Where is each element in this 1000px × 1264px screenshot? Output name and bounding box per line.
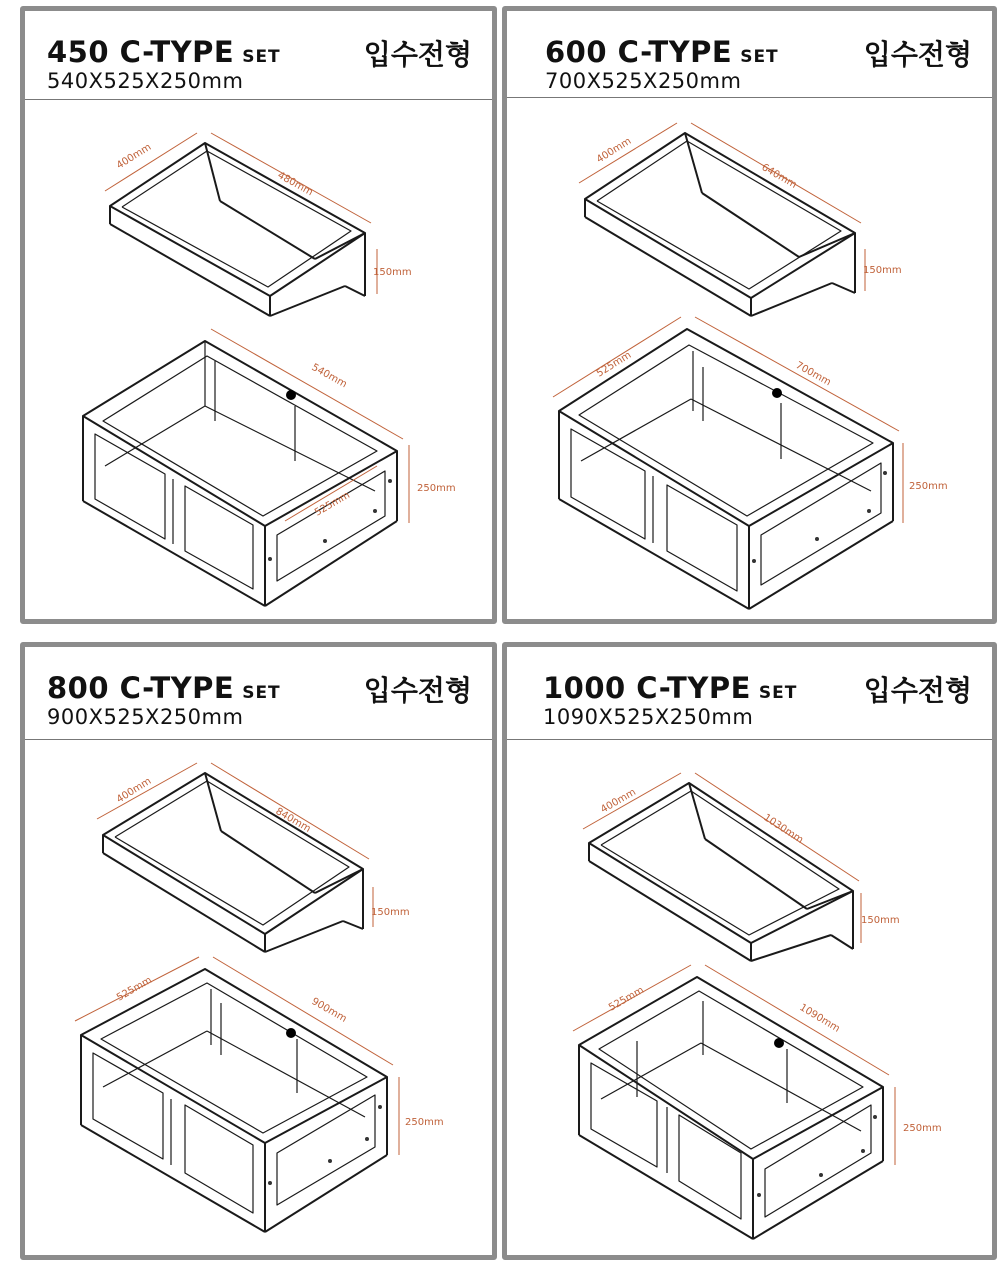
upper-length-label: 480mm — [275, 170, 315, 199]
lower-width-label: 525mm — [115, 974, 154, 1004]
product-drawing — [25, 647, 492, 1255]
product-drawing — [25, 11, 492, 619]
set-label: SET — [242, 683, 281, 703]
set-label: SET — [740, 47, 779, 67]
upper-width-label: 400mm — [599, 786, 638, 816]
type-label: 입수전형 — [363, 674, 472, 707]
lower-length-label: 900mm — [309, 996, 349, 1025]
lower-frame — [579, 977, 883, 1239]
type-label: 입수전형 — [863, 38, 972, 71]
upper-width-label: 400mm — [114, 775, 154, 806]
panel-450-c-type — [20, 6, 497, 624]
upper-height-label: 150mm — [371, 907, 410, 918]
type-label: 입수전형 — [863, 674, 972, 707]
model-name: 600 C-TYPE — [545, 35, 733, 69]
upper-height-label: 150mm — [373, 267, 412, 278]
upper-height-label: 150mm — [861, 915, 900, 926]
overall-dimensions: 540X525X250mm — [47, 69, 244, 93]
lower-height-label: 250mm — [417, 483, 456, 494]
product-drawing — [507, 11, 992, 619]
upper-width-label: 400mm — [594, 135, 634, 166]
upper-length-label: 640mm — [759, 162, 799, 191]
lower-dimension-lines — [211, 329, 409, 523]
lower-frame — [81, 969, 387, 1232]
set-label: SET — [758, 683, 798, 703]
upper-basin — [585, 133, 855, 316]
lower-frame — [83, 341, 397, 606]
model-name: 450 C-TYPE — [47, 35, 235, 69]
set-label: SET — [242, 47, 281, 67]
upper-basin — [110, 143, 365, 316]
model-name: 800 C-TYPE — [47, 671, 235, 705]
model-name: 1000 C-TYPE — [543, 671, 751, 705]
panel-1000-c-type — [502, 642, 997, 1260]
overall-dimensions: 900X525X250mm — [47, 705, 244, 729]
lower-height-label: 250mm — [903, 1123, 942, 1134]
type-label: 입수전형 — [363, 38, 472, 71]
upper-height-label: 150mm — [863, 265, 902, 276]
product-drawing — [507, 647, 992, 1255]
lower-length-label: 1090mm — [797, 1002, 842, 1035]
panel-600-c-type — [502, 6, 997, 624]
upper-basin — [103, 773, 363, 952]
lower-length-label: 540mm — [309, 362, 349, 391]
upper-width-label: 400mm — [114, 141, 154, 172]
lower-width-label: 525mm — [594, 349, 634, 380]
lower-width-label: 525mm — [313, 489, 352, 519]
lower-height-label: 250mm — [909, 481, 948, 492]
upper-length-label: 840mm — [273, 806, 313, 835]
lower-length-label: 700mm — [793, 360, 833, 389]
upper-basin — [589, 783, 853, 961]
upper-length-label: 1030mm — [761, 812, 806, 846]
panel-800-c-type — [20, 642, 497, 1260]
lower-height-label: 250mm — [405, 1117, 444, 1128]
lower-width-label: 525mm — [607, 984, 646, 1014]
overall-dimensions: 700X525X250mm — [545, 69, 742, 93]
overall-dimensions: 1090X525X250mm — [543, 705, 754, 729]
